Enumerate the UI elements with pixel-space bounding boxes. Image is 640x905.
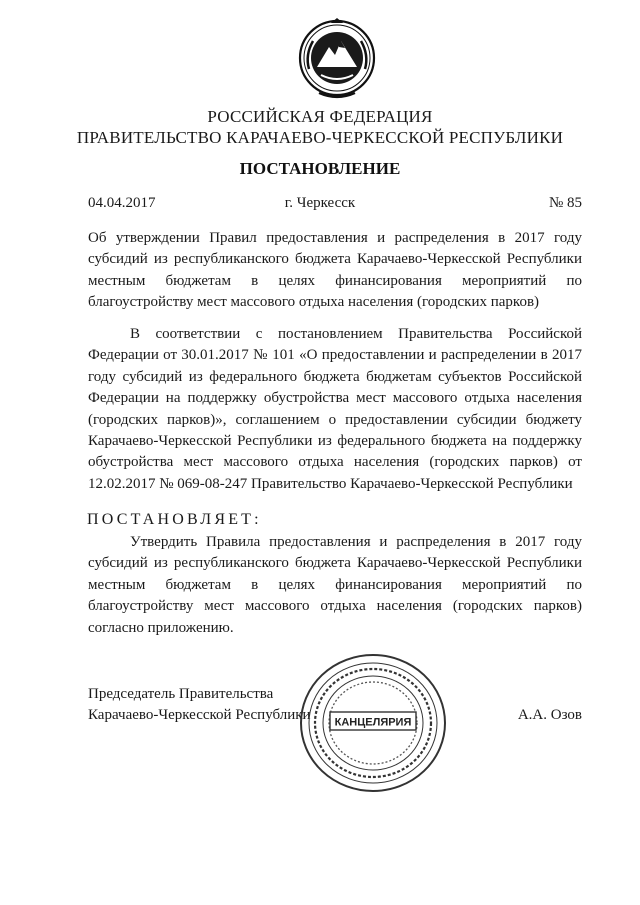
document-number: № 85 — [548, 195, 582, 211]
document-subject: Об утверждении Правил предоставления и распределения в 2017 году субсидий из республиканского бюджета Карачаево-Черкесской Республики местным бюджетам в целях финансирования мероприятий по благоустройству мест массового отдыха населения (городских парков) — [88, 230, 582, 311]
header-government: ПРАВИТЕЛЬСТВО КАРАЧАЕВО-ЧЕРКЕССКОЙ РЕСПУБЛИКИ — [76, 128, 564, 147]
chancellery-round-stamp-icon — [298, 652, 448, 794]
document-city: г. Черкесск — [284, 195, 356, 211]
document-title: ПОСТАНОВЛЕНИЕ — [239, 159, 401, 178]
preamble-paragraph: В соответствии с постановлением Правительства Российской Федерации от 30.01.2017 № 101 «О предоставлении и распределении в 2017 году субсидий из федерального бюджета бюджетам субъектов Российской Федерации на поддержку обустройства мест массового отдыха населения (городских парков)», соглашением о предоставлении субсидии бюджету Карачаево-Черкесской Республики из федерального бюджета на поддержку обустройства мест массового отдыха населения (городских парков) от 12.02.2017 № 069-08-247 Правительство Карачаево-Черкесской Республики — [88, 326, 582, 492]
karachay-cherkessia-coat-of-arms-icon — [297, 17, 377, 99]
signatory-position-line1: Председатель Правительства — [88, 686, 274, 702]
document-date: 04.04.2017 — [88, 195, 156, 211]
signatory-name: А.А. Озов — [517, 707, 582, 723]
header-country: РОССИЙСКАЯ ФЕДЕРАЦИЯ — [207, 107, 433, 126]
stamp-center-text: КАНЦЕЛЯРИЯ — [334, 716, 412, 729]
decree-word: ПОСТАНОВЛЯЕТ: — [87, 511, 262, 528]
signatory-position-line2: Карачаево-Черкесской Республики — [88, 707, 311, 723]
resolution-paragraph: Утвердить Правила предоставления и распределения в 2017 году субсидий из республиканского бюджета Карачаево-Черкесской Республики местным бюджетам в целях финансирования мероприятий по благоустройству мест массового отдыха населения (городских парков) согласно приложению. — [88, 534, 582, 636]
